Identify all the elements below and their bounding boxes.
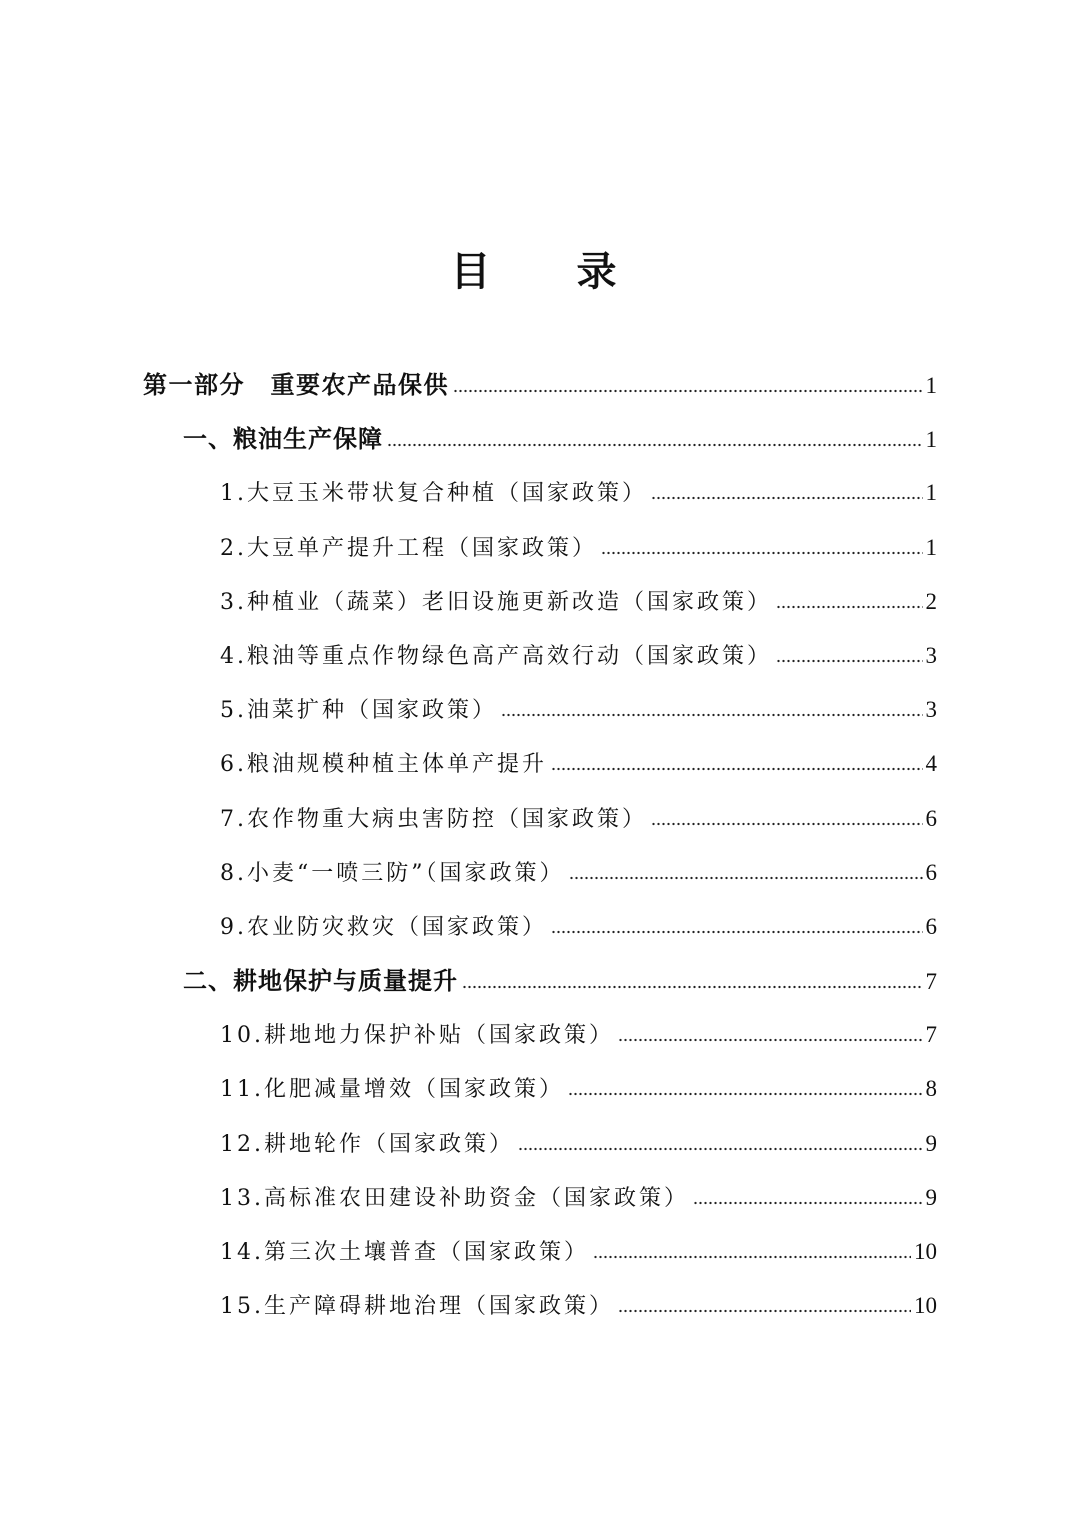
toc-item-entry <box>0 466 937 520</box>
toc-section-entry <box>0 412 937 466</box>
toc-page-number: 3 <box>925 697 937 723</box>
toc-item-label: 5.油菜扩种（国家政策） <box>220 698 497 724</box>
dot-leader <box>776 659 923 663</box>
toc-item-label: 11.化肥减量增效（国家政策） <box>220 1077 564 1103</box>
table-of-contents <box>0 358 937 1333</box>
toc-item-label: 1.大豆玉米带状复合种植（国家政策） <box>220 481 647 507</box>
toc-item-entry <box>0 575 937 629</box>
page-title: 目 录 <box>450 248 619 295</box>
toc-item-entry <box>0 792 937 846</box>
dot-leader <box>462 985 923 989</box>
toc-item-entry <box>0 737 937 791</box>
toc-section-entry <box>0 954 937 1008</box>
dot-leader <box>569 876 923 880</box>
toc-page-number: 6 <box>925 913 937 939</box>
dot-leader <box>651 496 923 500</box>
toc-item-entry <box>0 1225 937 1279</box>
toc-section-label: 一、粮油生产保障 <box>183 425 383 454</box>
toc-page-number: 4 <box>925 751 937 777</box>
toc-page-number: 7 <box>925 1022 937 1048</box>
toc-item-entry <box>0 1062 937 1116</box>
dot-leader <box>593 1255 911 1259</box>
toc-item-label: 13.高标准农田建设补助资金（国家政策） <box>220 1185 689 1211</box>
toc-item-label: 2.大豆单产提升工程（国家政策） <box>220 535 597 561</box>
toc-item-entry <box>0 900 937 954</box>
dot-leader <box>618 1309 911 1313</box>
dot-leader <box>601 551 923 555</box>
dot-leader <box>387 443 923 447</box>
toc-item-label: 14.第三次土壤普查（国家政策） <box>220 1240 589 1265</box>
toc-item-entry <box>0 1117 937 1171</box>
toc-item-label: 9.农业防灾救灾（国家政策） <box>220 914 547 940</box>
dot-leader <box>501 713 923 717</box>
toc-page-number: 10 <box>914 1293 937 1319</box>
toc-item-label: 15.生产障碍耕地治理（国家政策） <box>220 1294 614 1320</box>
toc-item-entry <box>0 521 937 575</box>
toc-page-number: 3 <box>925 642 937 668</box>
toc-page-number: 6 <box>925 805 937 831</box>
toc-item-label: 12.耕地轮作（国家政策） <box>220 1131 514 1157</box>
toc-item-label: 3.种植业（蔬菜）老旧设施更新改造（国家政策） <box>220 589 772 615</box>
dot-leader <box>568 1092 923 1096</box>
toc-item-label: 4.粮油等重点作物绿色高产高效行动（国家政策） <box>220 643 772 669</box>
toc-item-entry <box>0 846 937 900</box>
toc-item-entry <box>0 629 937 683</box>
toc-item-label: 8.小麦“一喷三防”（国家政策） <box>220 860 565 886</box>
toc-page-number: 6 <box>925 859 937 885</box>
dot-leader <box>776 605 923 609</box>
dot-leader <box>551 930 923 934</box>
dot-leader <box>693 1201 923 1205</box>
toc-page-number: 9 <box>925 1184 937 1210</box>
toc-page-number: 1 <box>925 373 937 398</box>
toc-page-number: 1 <box>925 427 937 453</box>
toc-page-number: 1 <box>925 534 937 560</box>
toc-item-entry <box>0 1171 937 1225</box>
toc-item-label: 7.农作物重大病虫害防控（国家政策） <box>220 806 647 832</box>
toc-page-number: 2 <box>925 588 937 614</box>
dot-leader <box>618 1038 923 1042</box>
toc-page-number: 10 <box>914 1239 937 1264</box>
toc-item-entry <box>0 1008 937 1062</box>
toc-part-label: 第一部分 重要农产品保供 <box>143 370 449 399</box>
toc-page-number: 9 <box>925 1130 937 1156</box>
dot-leader <box>518 1147 923 1151</box>
toc-item-label: 10.耕地地力保护补贴（国家政策） <box>220 1023 614 1049</box>
toc-section-label: 二、耕地保护与质量提升 <box>183 967 458 996</box>
toc-part-entry <box>0 358 937 412</box>
dot-leader <box>453 389 923 393</box>
dot-leader <box>651 822 923 826</box>
dot-leader <box>551 767 923 771</box>
toc-item-entry <box>0 1279 937 1333</box>
toc-item-entry <box>0 683 937 737</box>
toc-page-number: 1 <box>925 480 937 506</box>
toc-page-number: 7 <box>925 969 937 995</box>
toc-page-number: 8 <box>925 1076 937 1102</box>
toc-item-label: 6.粮油规模种植主体单产提升 <box>220 752 547 778</box>
